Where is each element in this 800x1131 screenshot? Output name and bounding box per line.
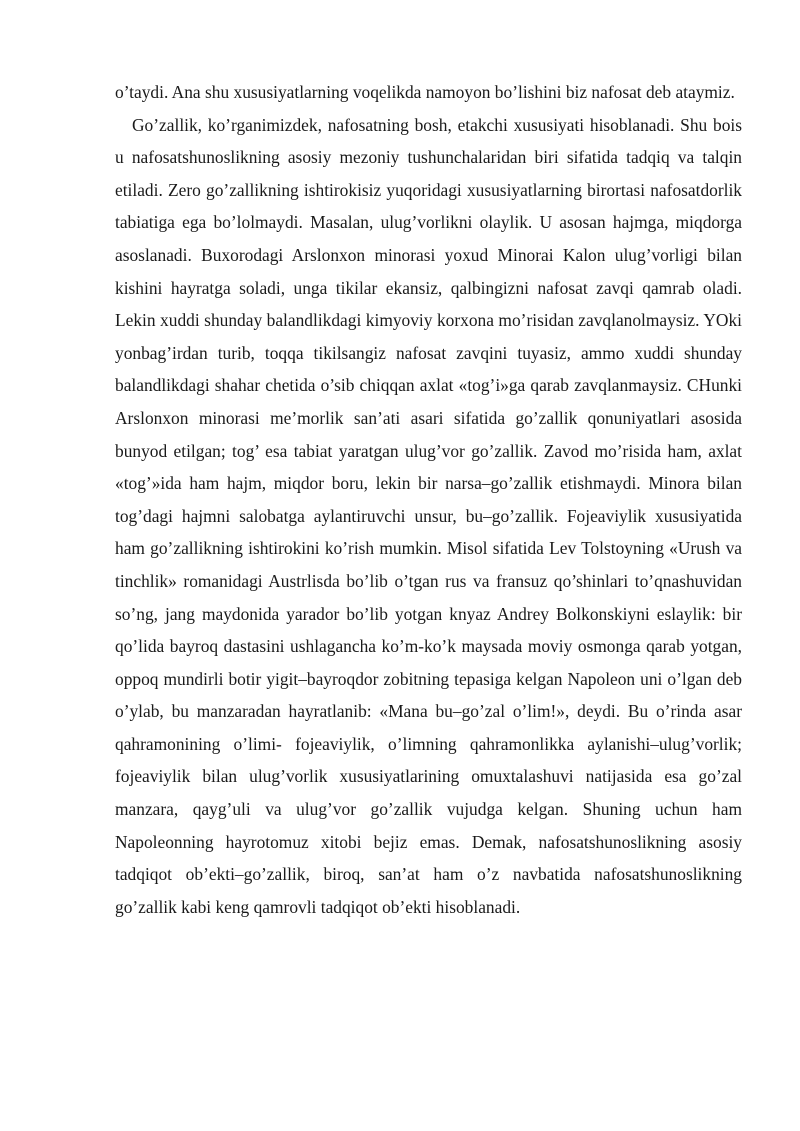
paragraph-continuation: o’taydi. Ana shu xususiyatlarning voqelikda namoyon bo’lishini biz nafosat deb ataymiz. bbox=[115, 82, 735, 102]
document-page bbox=[115, 76, 742, 923]
paragraph-main: Go’zallik, ko’rganimizdek, nafosatning bosh, etakchi xususiyati hisoblanadi. Shu bois u nafosatshunoslikning asosiy mezoniy tushunchalaridan biri sifatida tadqiq va talqin etiladi. Zero go’zallikning ishtirokisiz yuqoridagi xususiyatlarning birortasi nafosatdorlik tabiatiga ega bo’lolmaydi. Masalan, ulug’vorlikni olaylik. U asosan hajmga, miqdorga asoslanadi. Buxorodagi Arslonxon minorasi yoxud Minorai Kalon ulug’vorligi bilan kishini hayratga soladi, unga tikilar ekansiz, qalbingizni nafosat zavqi qamrab oladi. Lekin xuddi shunday balandlikdagi kimyoviy korxona mo’risidan zavqlanolmaysiz. YOki yonbag’irdan turib, toqqa tikilsangiz nafosat zavqini tuyasiz, ammo xuddi shunday balandlikdagi shahar chetida o’sib chiqqan axlat «tog’i»ga qarab zavqlanmaysiz. CHunki Arslonxon minorasi me’morlik san’ati asari sifatida go’zallik qonuniyatlari asosida bunyod etilgan; tog’ esa tabiat yaratgan ulug’vor go’zallik. Zavod mo’risida ham, axlat «tog’»ida ham hajm, miqdor boru, lekin bir narsa–go’zallik etishmaydi. Minora bilan tog’dagi hajmni salobatga aylantiruvchi unsur, bu–go’zallik. Fojeaviylik xususiyatida ham go’zallikning ishtirokini ko’rish mumkin. Misol sifatida Lev Tolstoyning «Urush va tinchlik» romanidagi Austrlisda bo’lib o’tgan rus va fransuz qo’shinlari to’qnashuvidan so’ng, jang maydonida yarador bo’lib yotgan knyaz Andrey Bolkonskiyni eslaylik: bir qo’lida bayroq dastasini ushlagancha ko’m-ko’k maysada moviy osmonga qarab yotgan, oppoq mundirli botir yigit–bayroqdor zobitning tepasiga kelgan Napoleon uni o’lgan deb o’ylab, bu manzaradan hayratlanib: «Mana bu–go’zal o’lim!», deydi. Bu o’rinda asar qahramonining o’limi- fojeaviylik, o’limning qahramonlikka aylanishi–ulug’vorlik; fojeaviylik bilan ulug’vorlik xususiyatlarining omuxtalashuvi natijasida esa go’zal manzara, qayg’uli va ulug’vor go’zallik vujudga kelgan. Shuning uchun ham Napoleonning hayrotomuz xitobi bejiz emas. Demak, nafosatshunoslikning asosiy tadqiqot ob’ekti–go’zallik, biroq, san’at ham o’z navbatida nafosatshunoslikning go’zallik kabi keng qamrovli tadqiqot ob’ekti hisoblanadi. bbox=[115, 114, 742, 917]
